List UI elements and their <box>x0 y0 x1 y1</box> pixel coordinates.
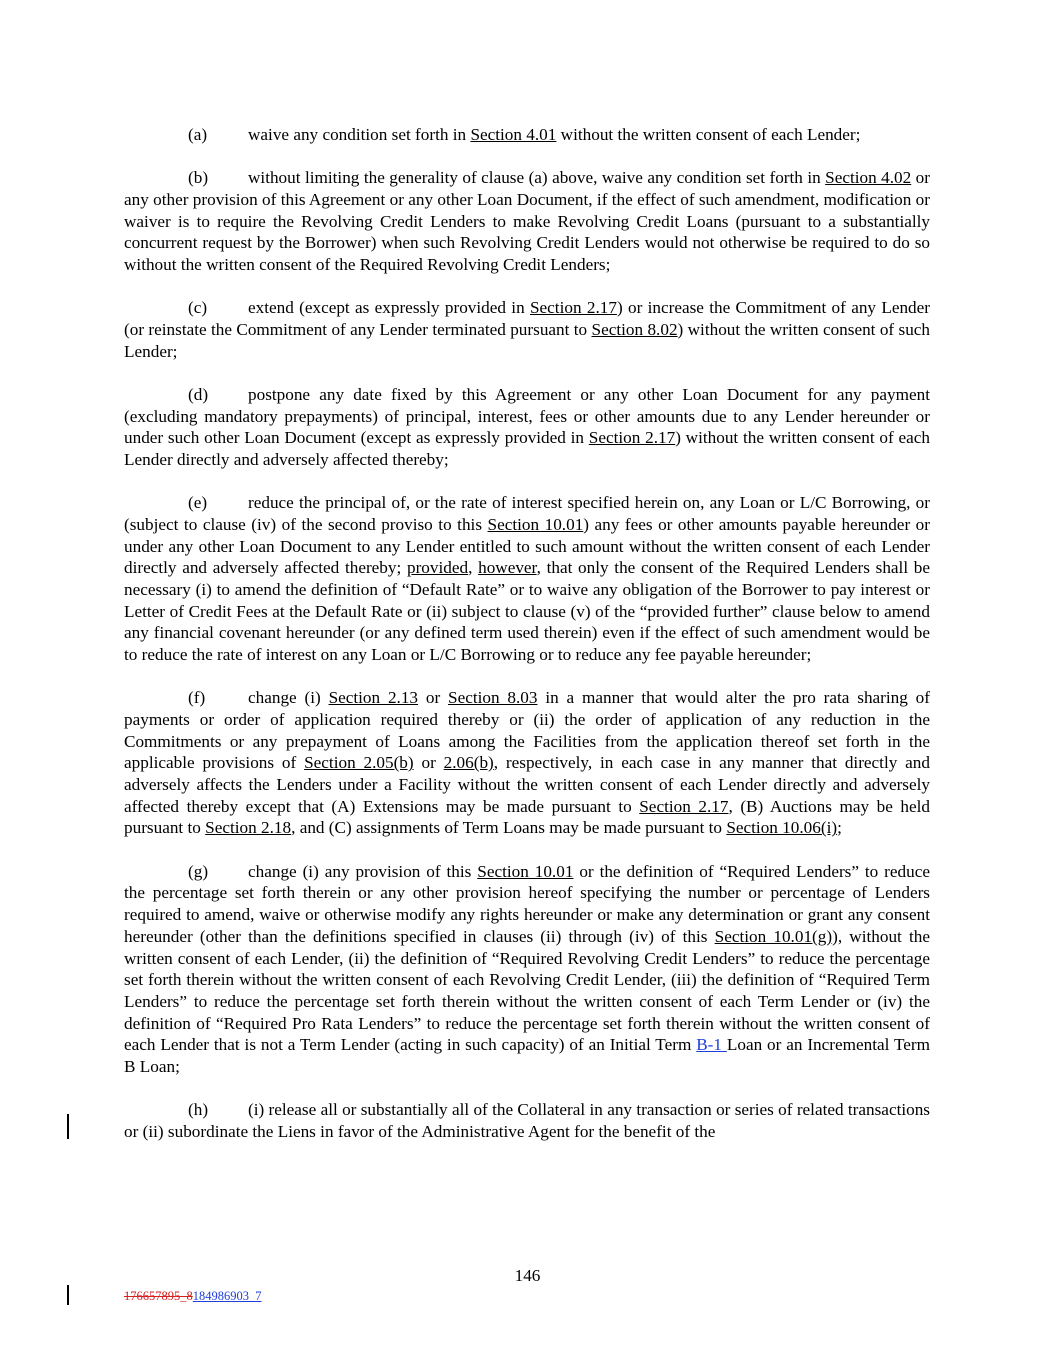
clause-label: (g) <box>188 861 209 881</box>
clause-text: , respectively, in each case in any manner that directly and adversely affects the Lenders under a Facility without the written consent of each Lender directly and adversely affected thereby except that (A) Extensions may be made pursuant to <box>124 753 930 816</box>
clause-text: reduce the principal of, or the rate of interest specified herein on, any Loan or L/C Borrowing, or (subject to clause (iv) of the second proviso to this <box>124 493 930 534</box>
section-reference: Section 8.03 <box>448 688 538 708</box>
clause-label: (c) <box>188 298 208 318</box>
section-reference: Section 10.01 <box>477 861 574 881</box>
clause-paragraph <box>124 297 930 362</box>
clause-paragraph <box>124 384 930 471</box>
document-id-inserted: 184986903_7 <box>192 1289 262 1303</box>
section-reference: Section 10.06(i) <box>726 818 838 838</box>
change-bar <box>67 1114 69 1139</box>
clause-text: (i) release all or substantially all of the Collateral in any transaction or series of related transactions or (ii) subordinate the Liens in favor of the Administrative Agent for the benefit of the <box>124 1100 930 1141</box>
section-reference: Section 2.13 <box>328 688 419 708</box>
clause-text: postpone any date fixed by this Agreement or any other Loan Document for any payment (excluding mandatory prepayments) of principal, interest, fees or other amounts due to any Lender hereunder or under such other Loan Document (except as expressly provided in <box>124 384 930 448</box>
clause-paragraph <box>124 492 930 666</box>
clause-text: extend (except as expressly provided in <box>248 298 530 318</box>
clause-label: (d) <box>188 384 209 404</box>
section-reference: provided <box>406 558 469 578</box>
clause-text: ), without the written consent of each Lender, (ii) the definition of “Required Revolving Credit Lenders” to reduce the percentage set forth therein without the written consent of each Revolving Credit Lender, (iii) the definition of “Required Term Lenders” to reduce the percentage set forth therein without the written consent of each Term Lender or (iv) the definition of “Required Pro Rata Lenders” to reduce the percentage set forth therein without the written consent of each Lender that is not a Term Lender (acting in such capacity) of an Initial Term <box>124 926 930 1055</box>
document-id-deleted: 176657895_8 <box>124 1289 193 1303</box>
clause-paragraph <box>124 687 930 839</box>
clause-label: (b) <box>188 168 209 188</box>
document-id <box>124 1289 262 1304</box>
clause-text: or <box>413 753 444 773</box>
section-reference: Section 4.02 <box>825 168 912 188</box>
clause-text: ) without the written consent of each Lender directly and adversely affected thereby; <box>124 428 930 469</box>
section-reference: however <box>478 558 537 578</box>
clause-text: change (i) <box>248 688 329 708</box>
clause-label: (a) <box>188 125 208 144</box>
section-reference: Section 2.17 <box>529 298 617 318</box>
clause-paragraph <box>124 861 930 1078</box>
clause-text: ) any fees or other amounts payable hereunder or under any other Loan Document to any Lender entitled to such amount without the written consent of each Lender directly and adversely affected thereby; <box>124 514 931 578</box>
clause-paragraph <box>124 167 930 276</box>
clause-text: , <box>468 558 479 578</box>
clause-text: Loan or an Incremental Term B Loan; <box>124 1035 930 1077</box>
clause-text: , and (C) assignments of Term Loans may be made pursuant to <box>291 818 727 838</box>
section-reference: Section 2.17 <box>588 428 676 448</box>
section-reference: 2.06(b) <box>443 753 494 773</box>
clause-text: without limiting the generality of clause (a) above, waive any condition set forth in <box>248 168 826 188</box>
clause-paragraph <box>124 1099 930 1142</box>
section-reference: Section 2.05(b) <box>304 753 414 773</box>
clause-label: (h) <box>188 1100 209 1120</box>
section-reference: Section 10.01 <box>487 514 584 534</box>
section-reference: Section 2.17 <box>639 796 729 816</box>
clause-text: , that only the consent of the Required Lenders shall be necessary (i) to amend the definition of “Default Rate” or to waive any obligation of the Borrower to pay interest or Letter of Credit Fees at the Default Rate or (ii) subject to clause (v) of the “provided further” clause below to amend any financial covenant hereunder (or any defined term used therein) even if the effect of such amendment would be to reduce the rate of interest on any Loan or L/C Borrowing or to reduce any fee payable hereunder; <box>124 558 931 665</box>
clause-text: , (B) Auctions may be held pursuant to <box>124 796 930 838</box>
clause-label: (f) <box>188 688 206 708</box>
clause-text: or any other provision of this Agreement or any other Loan Document, if the effect of such amendment, modification or waiver is to require the Revolving Credit Lenders to make Revolving Credit Loans (pursuant to a substantially concurrent request by the Borrower) when such Revolving Credit Lenders would not otherwise be required to do so without the written consent of the Required Revolving Credit Lenders; <box>124 168 930 275</box>
clause-text: ) without the written consent of such Lender; <box>124 319 931 361</box>
section-reference: Section 4.01 <box>470 125 557 144</box>
clause-text: change (i) any provision of this <box>248 861 478 881</box>
clause-text: or the definition of “Required Lenders” to reduce the percentage set forth therein or any other provision hereof specifying the number or percentage of Lenders required to amend, waive or otherwise modify any rights hereunder or make any determination or grant any consent hereunder (other than the definitions specified in clauses (ii) through (iv) of this <box>124 861 930 946</box>
inserted-text: B-1 <box>696 1035 727 1055</box>
section-reference: Section 10.01(g) <box>714 926 833 946</box>
clause-label: (e) <box>188 493 208 513</box>
document-body <box>124 124 930 1164</box>
clause-text: ) or increase the Commitment of any Lender (or reinstate the Commitment of any Lender terminated pursuant to <box>124 298 930 339</box>
section-reference: Section 8.02 <box>591 319 678 339</box>
section-reference: Section 2.18 <box>205 818 292 838</box>
clause-text: or <box>418 688 449 708</box>
clause-paragraph <box>124 124 930 146</box>
clause-text: without the written consent of each Lender; <box>556 125 861 144</box>
clause-text: in a manner that would alter the pro rata sharing of payments or order of application required thereby or (ii) the order of application of any reduction in the Commitments or any prepayment of Loans among the Facilities from the application thereof set forth in the applicable provisions of <box>124 688 931 773</box>
change-bar <box>67 1285 69 1305</box>
clause-text: waive any condition set forth in <box>248 125 471 144</box>
clause-text: ; <box>837 818 842 838</box>
page-number: 146 <box>514 1266 541 1285</box>
